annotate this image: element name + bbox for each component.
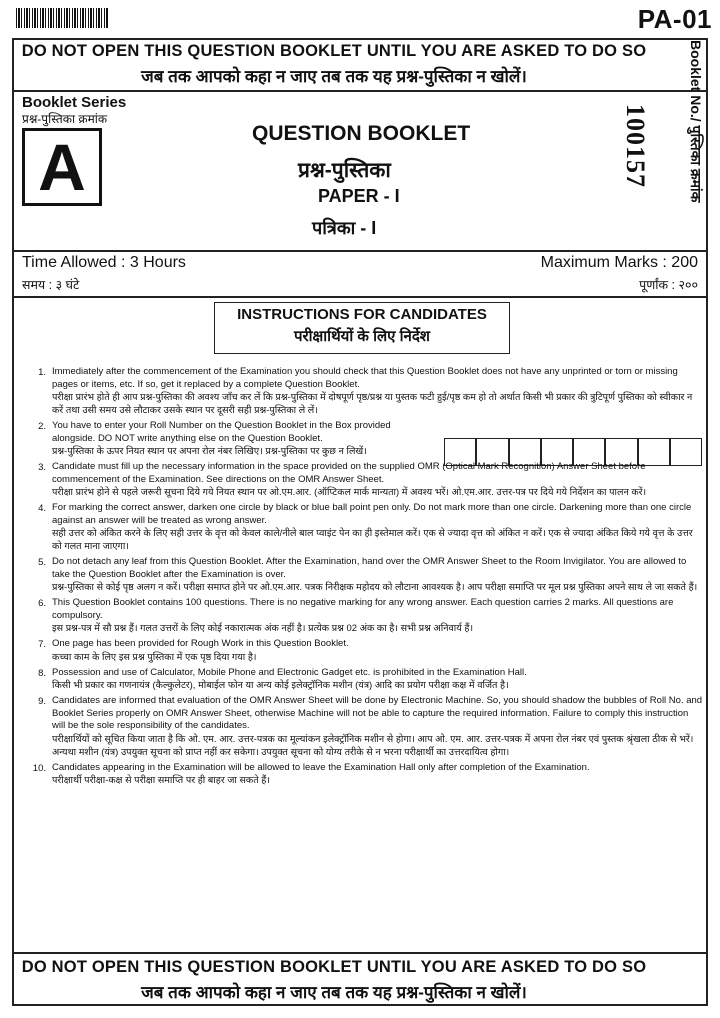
divider — [14, 296, 706, 298]
instruction-item: 5. Do not detach any leaf from this Question Booklet. After the Examination, hand over the OMR Answer Sheet to the Room Invigilator. You are allowed to take the Question Booklet after the Examination is over. प्रश्न-पुस्तिका से कोई पृष्ठ अलग न करें। परीक्षा समाप्त होने पर ओ.एम.आर. पत्रक निरीक्षक महोदय को लौटाना आवश्यक है। आप परीक्षा समाप्ति पर मूल प्रश्न पुस्तिका अपने साथ ले जा सकते हैं। — [38, 556, 698, 593]
top-warning-hindi: जब तक आपको कहा न जाए तब तक यह प्रश्न-पुस्तिका न खोलें। — [141, 67, 527, 86]
instructions-header-hindi: परीक्षार्थियों के लिए निर्देश — [294, 328, 430, 345]
instruction-item: 6. This Question Booklet contains 100 questions. There is no negative marking for any wrong answer. Each question carries 2 marks. All questions are compulsory. इस प्रश्न-पत्र में सौ प्रश्न हैं। गलत उत्तरों के लिए कोई नकारात्मक अंक नहीं है। प्रत्येक प्रश्न 02 अंक का है। सभी प्रश्न अनिवार्य हैं। — [38, 597, 674, 634]
divider — [14, 250, 706, 252]
bottom-warning-english: DO NOT OPEN THIS QUESTION BOOKLET UNTIL YOU ARE ASKED TO DO SO — [21, 958, 647, 976]
barcode — [16, 8, 108, 28]
top-warning-english: DO NOT OPEN THIS QUESTION BOOKLET UNTIL YOU ARE ASKED TO DO SO — [21, 42, 647, 60]
booklet-number-label: Booklet No./ पुस्तिका क्रमांक — [688, 40, 704, 203]
maximum-marks: Maximum Marks : 200 — [540, 254, 698, 271]
instruction-item: 2. You have to enter your Roll Number on the Question Booklet in the Box provided alongside. DO NOT write anything else on the Question Booklet. प्रश्न-पुस्तिका के ऊपर नियत स्थान पर अपना रोल नंबर लिखिए। प्रश्न-पुस्तिका पर कुछ न लिखें। — [38, 420, 391, 457]
instruction-item: 3. Candidate must fill up the necessary information in the space provided on the supplied OMR (Optical Mark Recognition) Answer Sheet before commencement of the Examination. See directions on the OMR Answer Sheet. परीक्षा प्रारंभ होने से पहले जरूरी सूचना दिये गये नियत स्थान पर ओ.एम.आर. (ऑप्टिकल मार्क मान्यता) में अवश्य भरें। ओ.एम.आर. उत्तर-पत्र पर दिये गये निर्देशन का पालन करें। — [38, 461, 647, 498]
instruction-item: 9. Candidates are informed that evaluation of the OMR Answer Sheet will be done by Electronic Machine. So, you should shadow the bubbles of Roll No. and Booklet Series properly on OMR Answer Sheet, otherwise Machine will not be able to capture the required information. Failure to comply this instruction will be the sole responsibility of the candidates. परीक्षार्थियों को सूचित किया जाता है कि ओ. एम. आर. उत्तर-पत्रक का मूल्यांकन इलेक्ट्रॉनिक मशीन से होगा। आप ओ. एम. आर. उत्तर-पत्रक में अपना रोल नंबर एवं पुस्तक श्रृंखला ठीक से भरें। अन्यथा मशीन (यंत्र) उपयुक्त सूचना को प्राप्त नहीं कर सकेगा। उपयुक्त सूचना को योग्य तरीके से न भरना परीक्षार्थी का उत्तरदायित्व होगा। — [38, 695, 703, 758]
instruction-item: 4. For marking the correct answer, darken one circle by black or blue ball point pen only. Do not mark more than one circle. Darkening more than one circle against an answer will be treated as wrong answer. सही उत्तर को अंकित करने के लिए सही उत्तर के वृत्त को केवल काले/नीले बाल प्वाइंट पेन का ही इस्तेमाल करें। एक से ज्यादा वृत्त को अंकित न करें। एक से ज्यादा अंकित किये गये वृत्त के उत्तर को गलत माना जाएगा। — [38, 502, 693, 552]
paper-code: PA-01 — [637, 4, 712, 34]
instructions-list — [24, 366, 704, 790]
booklet-series-subtitle: प्रश्न-पुस्तिका क्रमांक — [22, 112, 108, 126]
question-booklet-title-hindi: प्रश्न-पुस्तिका — [298, 159, 391, 182]
instructions-header-english: INSTRUCTIONS FOR CANDIDATES — [237, 306, 487, 323]
divider — [14, 90, 706, 92]
maximum-marks-hindi: पूर्णांक : २०० — [639, 278, 698, 292]
time-allowed-hindi: समय : ३ घंटे — [22, 278, 80, 292]
booklet-series-title: Booklet Series — [22, 94, 127, 111]
time-allowed: Time Allowed : 3 Hours — [22, 254, 186, 271]
question-booklet-title: QUESTION BOOKLET — [252, 122, 471, 145]
instruction-item: 7. One page has been provided for Rough Work in this Question Booklet. कच्चा काम के लिए इस प्रश्न पुस्तिका में एक पृष्ठ दिया गया है। — [38, 638, 349, 663]
paper-label: PAPER - I — [318, 186, 400, 206]
booklet-series-letter: A — [22, 128, 102, 206]
booklet-number: 100157 — [621, 104, 650, 188]
paper-label-hindi: पत्रिका - I — [312, 218, 377, 238]
instruction-item: 1. Immediately after the commencement of the Examination you should check that this Question Booklet does not have any unprinted or torn or missing pages or items, etc. If so, get it replaced by a complete Question Booklet. परीक्षा प्रारंभ होते ही आप प्रश्न-पुस्तिका की अवश्य जाँच कर लें कि प्रश्न-पुस्तिका में दोषपूर्ण पृष्ठ/प्रश्न या पुस्तक फटी हुई/पृष्ठ कम हो तो अर्थात किसी भी प्रकार की त्रुटिपूर्ण पुस्तिका को स्वीकार न करें तथा उसी समय उसे लौटाकर उसके स्थान पर दूसरी सही प्रश्न-पुस्तिका ले लें। — [38, 366, 693, 416]
bottom-warning-hindi: जब तक आपको कहा न जाए तब तक यह प्रश्न-पुस्तिका न खोलें। — [141, 983, 527, 1002]
divider — [14, 952, 706, 954]
instruction-item: 10. Candidates appearing in the Examination will be allowed to leave the Examination Hall only after completion of the Examination. परीक्षार्थी परीक्षा-कक्ष से परीक्षा समाप्ति पर ही बाहर जा सकते हैं। — [32, 761, 590, 786]
instruction-item: 8. Possession and use of Calculator, Mobile Phone and Electronic Gadget etc. is prohibited in the Examination Hall. किसी भी प्रकार का गणनायंत्र (कैल्कुलेटर), मोबाईल फोन या अन्य कोई इलेक्ट्रॉनिक मशीन (यंत्र) आदि का प्रयोग परीक्षा कक्ष में वर्जित है। — [38, 666, 527, 691]
instructions-header — [214, 302, 510, 354]
